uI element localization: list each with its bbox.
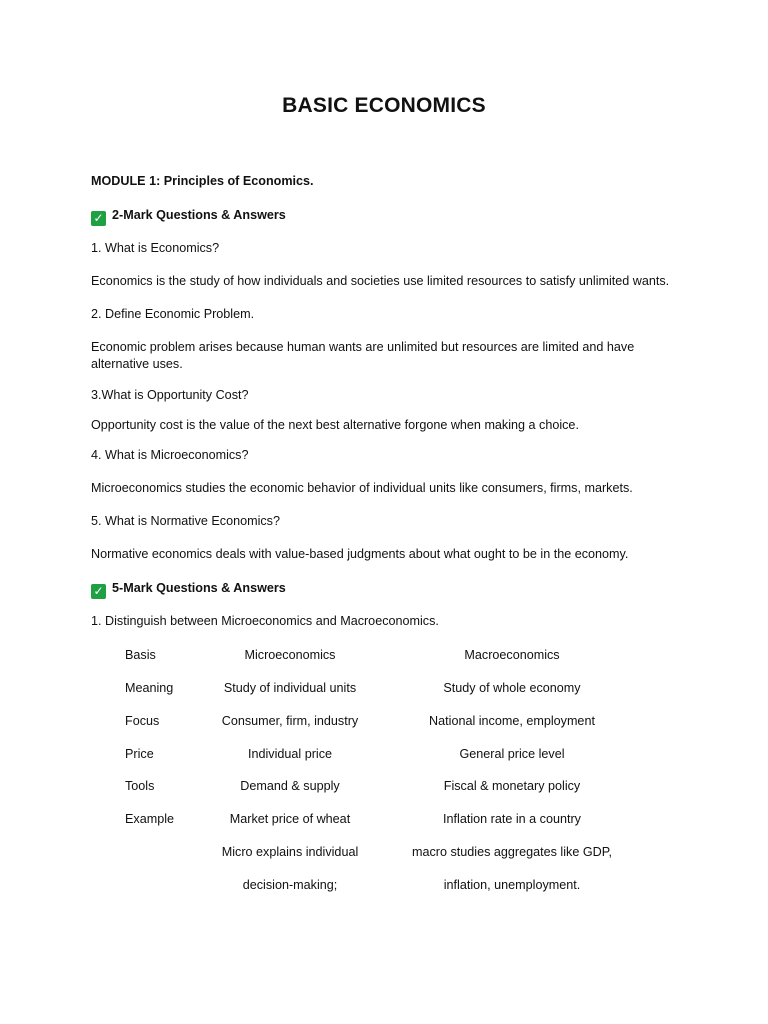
table-header-micro: Microeconomics [244,648,336,662]
table-cell-micro: Study of individual units [223,681,357,695]
section-5mark-heading [91,580,286,599]
table-cell-micro: Individual price [247,747,332,761]
table-cell-macro: National income, employment [429,714,595,728]
table-cell-basis: Focus [125,714,160,728]
answer-1: Economics is the study of how individuals and societies use limited resources to satisfy unlimited wants. [91,274,670,288]
question-2: 2. Define Economic Problem. [91,307,255,321]
table-cell-basis: Tools [125,779,155,793]
question-5mark-1: 1. Distinguish between Microeconomics and Macroeconomics. [91,614,439,628]
table-cell-macro: inflation, unemployment. [443,878,581,892]
question-5: 5. What is Normative Economics? [91,514,280,528]
answer-2: Economic problem arises because human wants are unlimited but resources are limited and have alternative uses. [91,340,635,371]
table-cell-micro: Consumer, firm, industry [221,714,359,728]
section-2mark-label: 2-Mark Questions & Answers [112,208,286,222]
question-3: 3.What is Opportunity Cost? [91,388,249,402]
answer-3: Opportunity cost is the value of the next best alternative forgone when making a choice. [91,418,579,432]
table-cell-basis: Example [125,812,174,826]
table-cell-macro: Fiscal & monetary policy [443,779,581,793]
table-cell-micro: decision-making; [242,878,338,892]
module-heading: MODULE 1: Principles of Economics. [91,174,314,188]
table-header-basis: Basis [125,648,156,662]
answer-5: Normative economics deals with value-based judgments about what ought to be in the economy. [91,547,629,561]
table-cell-basis: Meaning [125,681,174,695]
question-4: 4. What is Microeconomics? [91,448,249,462]
table-cell-basis: Price [125,747,154,761]
table-header-macro: Macroeconomics [464,648,560,662]
table-cell-micro: Demand & supply [240,779,340,793]
section-2mark-heading [91,207,286,226]
table-cell-macro: Study of whole economy [443,681,581,695]
table-cell-macro: General price level [459,747,565,761]
check-mark-icon: ✓ [91,584,106,599]
answer-4: Microeconomics studies the economic behavior of individual units like consumers, firms, markets. [91,481,633,495]
table-cell-micro: Micro explains individual [221,845,359,859]
question-1: 1. What is Economics? [91,241,220,255]
check-mark-icon: ✓ [91,211,106,226]
table-cell-macro: Inflation rate in a country [443,812,581,826]
page-title: BASIC ECONOMICS [282,94,486,117]
section-5mark-label: 5-Mark Questions & Answers [112,581,286,595]
table-cell-micro: Market price of wheat [229,812,351,826]
table-cell-macro: macro studies aggregates like GDP, [412,845,612,859]
